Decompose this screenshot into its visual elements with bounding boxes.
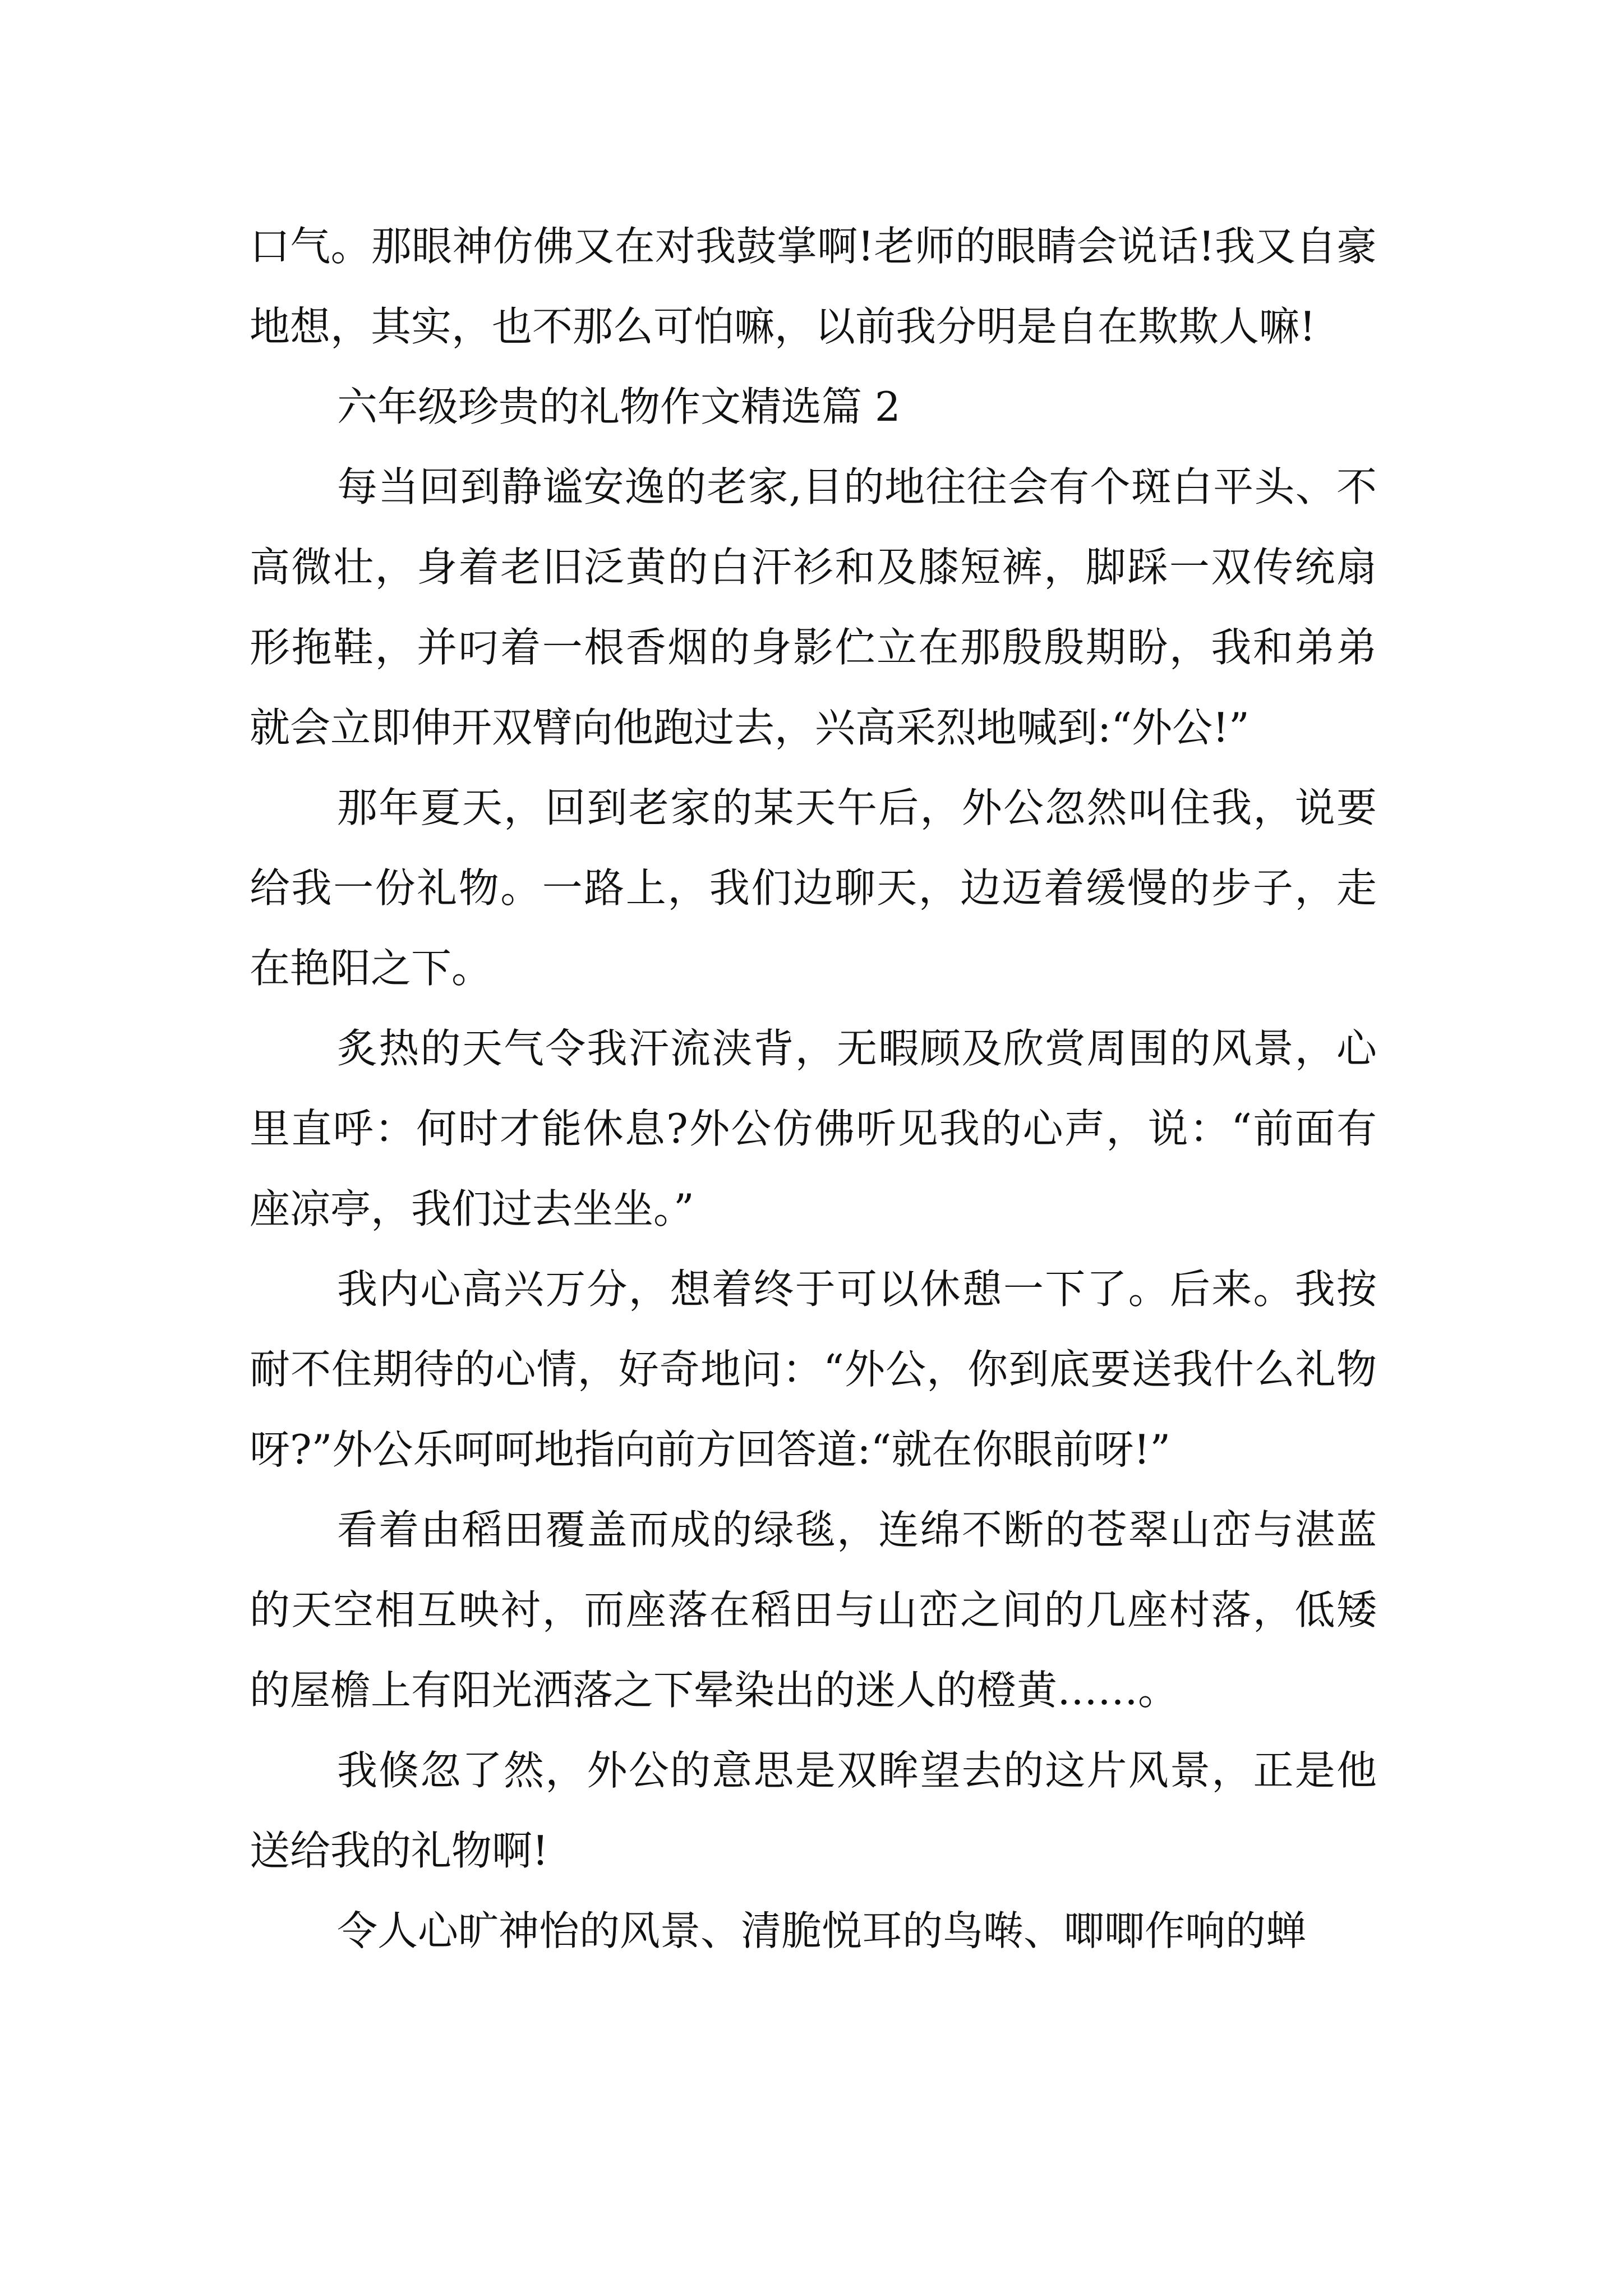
paragraph: 那年夏天，回到老家的某天午后，外公忽然叫住我，说要给我一份礼物。一路上，我们边聊天，边迈着缓慢的步子，走在艳阳之下。 — [250, 784, 1377, 992]
paragraph: 炙热的天气令我汗流浃背，无暇顾及欣赏周围的风景，心里直呼：何时才能休息?外公仿佛听见我的心声，说：“前面有座凉亭，我们过去坐坐。” — [250, 1025, 1377, 1232]
paragraph: 令人心旷神怡的风景、清脆悦耳的鸟啭、唧唧作响的蝉 — [337, 1907, 1307, 1954]
paragraph: 口气。那眼神仿佛又在对我鼓掌啊!老师的眼睛会说话!我又自豪地想，其实，也不那么可怕嘛，以前我分明是自在欺欺人嘛! — [250, 223, 1377, 350]
paragraph: 我内心高兴万分，想着终于可以休憩一下了。后来。我按耐不住期待的心情，好奇地问：“外公，你到底要送我什么礼物呀?”外公乐呵呵地指向前方回答道:“就在你眼前呀!” — [250, 1266, 1377, 1473]
document-body — [250, 206, 1377, 1971]
paragraph: 看着由稻田覆盖而成的绿毯，连绵不断的苍翠山峦与湛蓝的天空相互映衬，而座落在稻田与山峦之间的几座村落，低矮的屋檐上有阳光洒落之下晕染出的迷人的橙黄……。 — [250, 1506, 1377, 1714]
paragraph: 我倏忽了然，外公的意思是双眸望去的这片风景，正是他送给我的礼物啊! — [250, 1747, 1377, 1874]
section-heading: 六年级珍贵的礼物作文精选篇 2 — [337, 383, 901, 430]
paragraph: 每当回到静谧安逸的老家,目的地往往会有个斑白平头、不高微壮，身着老旧泛黄的白汗衫和及膝短裤，脚踩一双传统扇形拖鞋，并叼着一根香烟的身影伫立在那殷殷期盼，我和弟弟就会立即伸开双臂向他跑过去，兴高采烈地喊到:“外公!” — [250, 463, 1377, 751]
